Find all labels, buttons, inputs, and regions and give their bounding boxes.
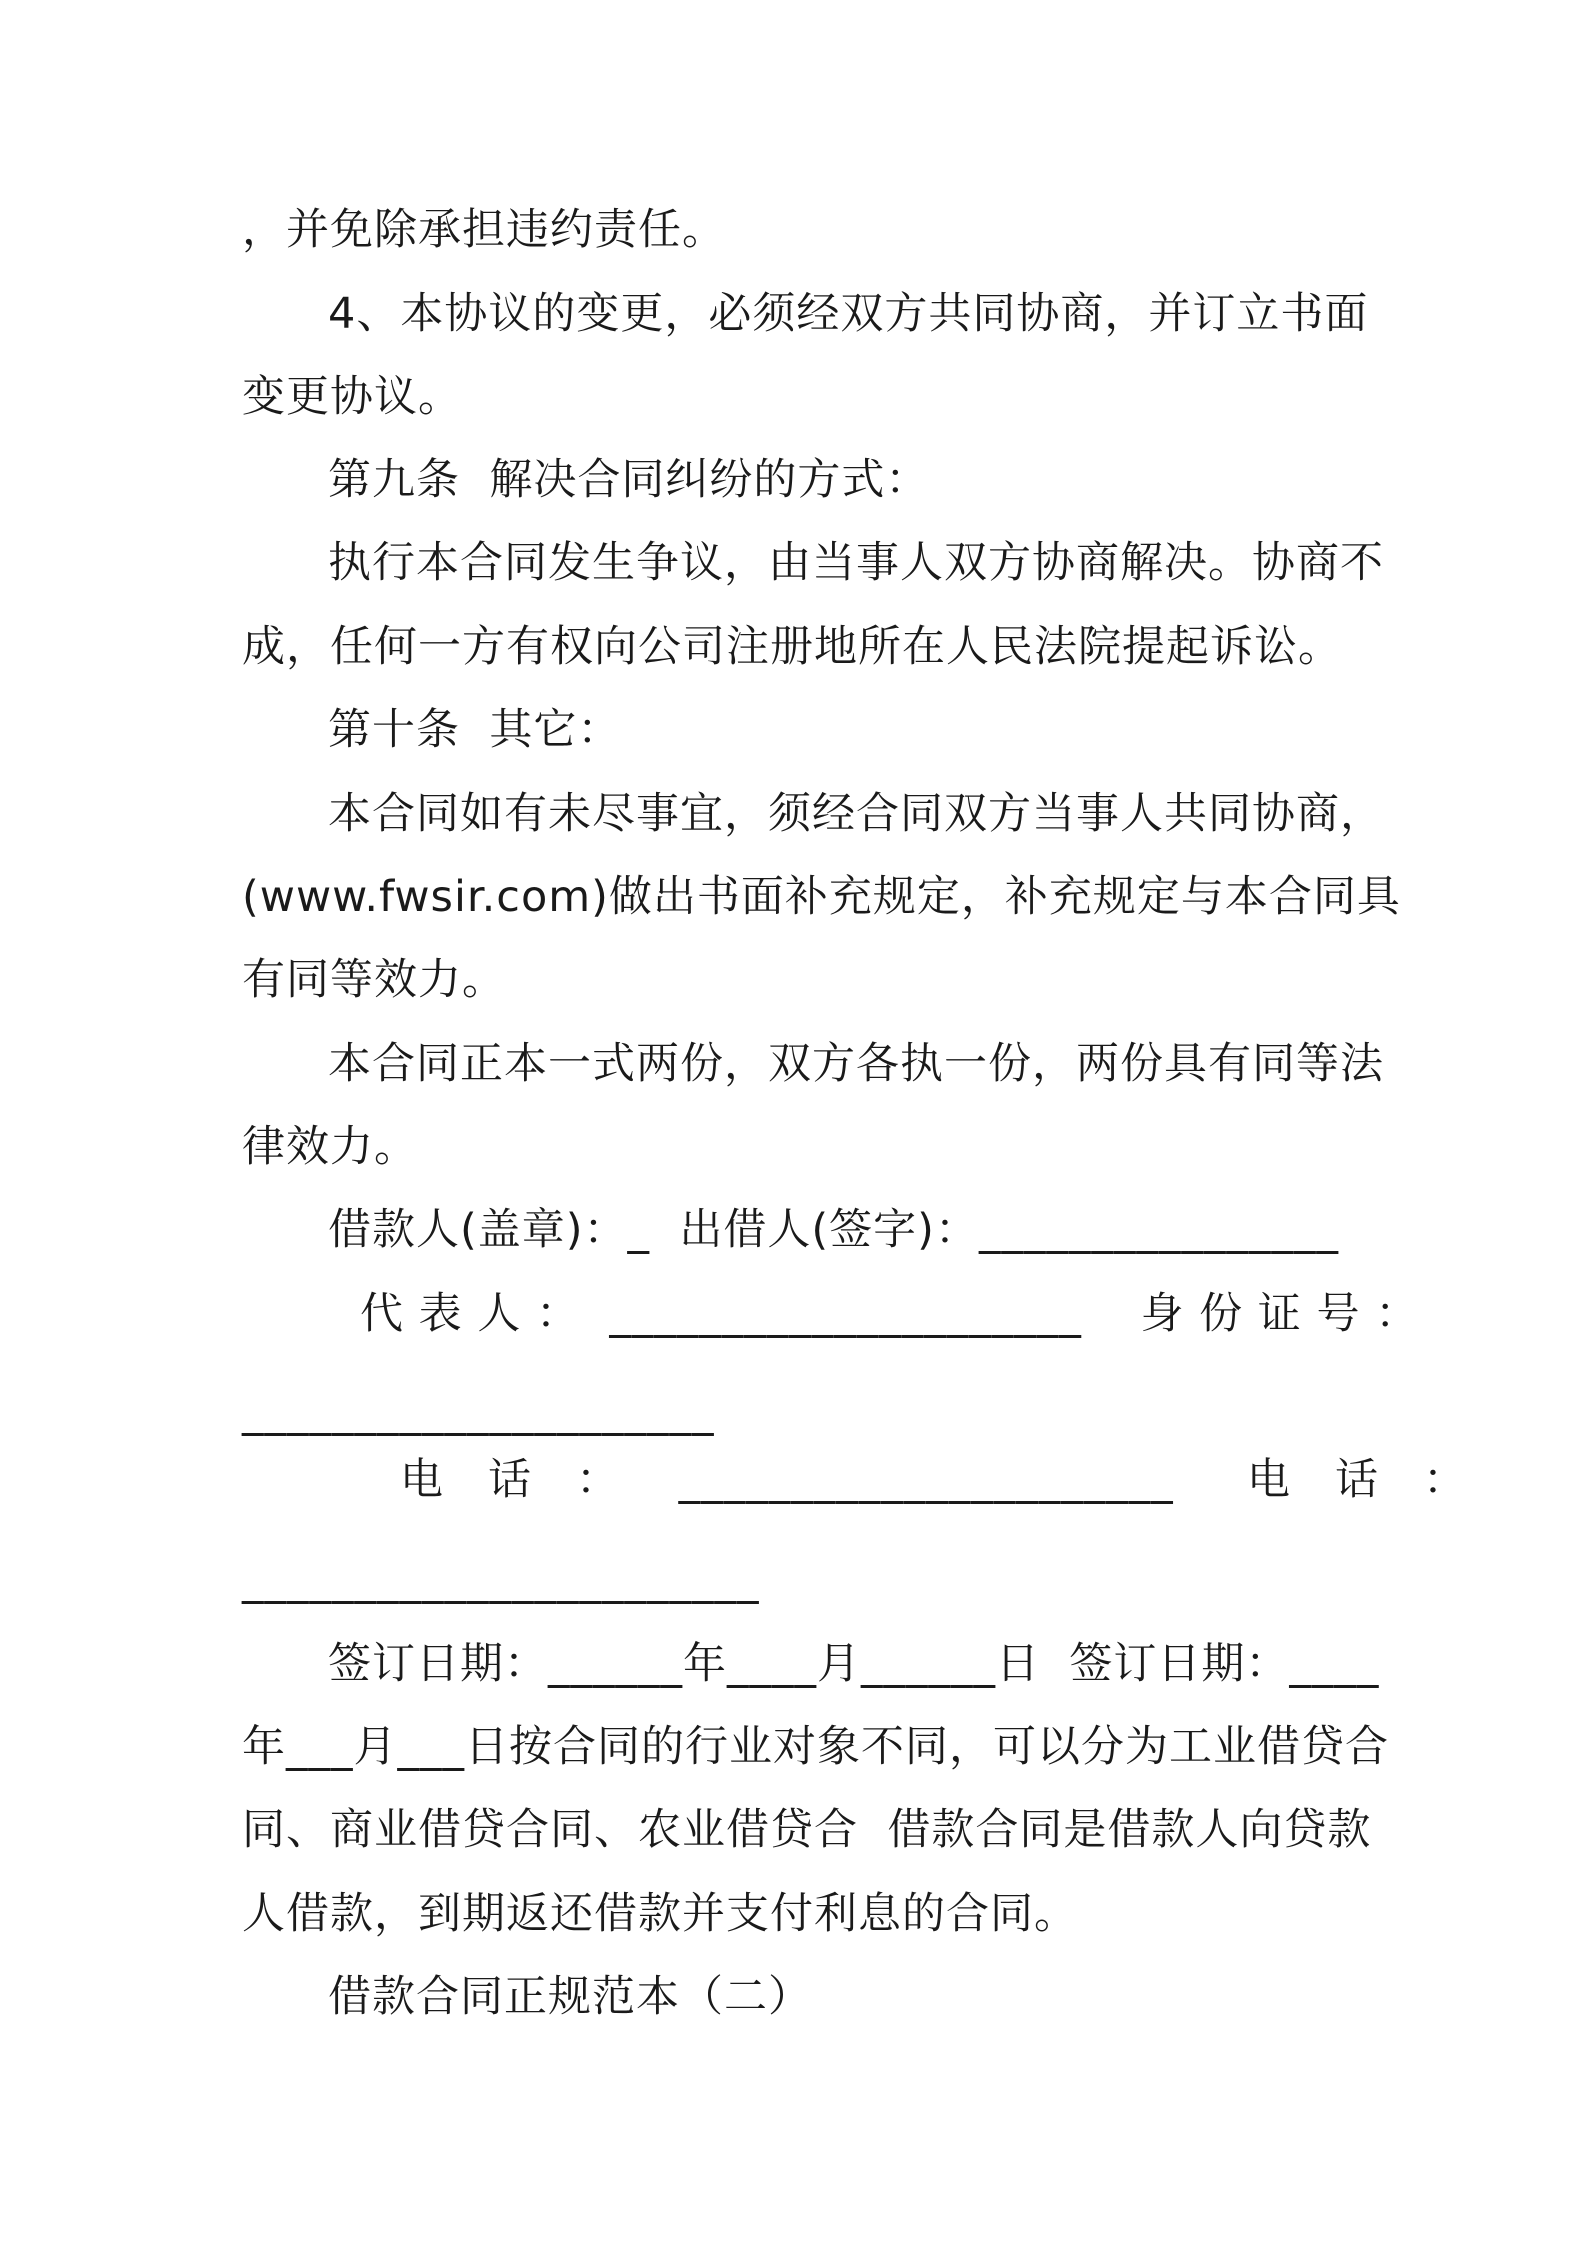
phone-line: 电 话 ： ______________________ 电 话 ： (400, 1455, 1468, 1505)
text-line: 本合同正本一式两份，双方各执一份，两份具有同等法 (328, 1039, 1384, 1089)
text-line: 变更协议。 (242, 372, 462, 422)
signature-blank: _______________________ (242, 1555, 760, 1605)
text-line: 本合同如有未尽事宜，须经合同双方当事人共同协商， (328, 789, 1384, 839)
date-line: 签订日期：______年____月______日 签订日期：____ (328, 1639, 1380, 1689)
text-line: ，并免除承担违约责任。 (242, 205, 726, 255)
section-title: 借款合同正规范本（二） (328, 1972, 812, 2022)
text-line: 4、本协议的变更，必须经双方共同协商，并订立书面 (328, 289, 1369, 339)
text-line: 年___月___日按合同的行业对象不同，可以分为工业借贷合 (242, 1722, 1389, 1772)
text-line: 人借款，到期返还借款并支付利息的合同。 (242, 1889, 1078, 1939)
text-line: (www.fwsir.com)做出书面补充规定，补充规定与本合同具 (242, 872, 1401, 922)
text-line: 律效力。 (242, 1122, 418, 1172)
text-line: 同、商业借贷合同、农业借贷合 借款合同是借款人向贷款 (242, 1805, 1372, 1855)
signature-line: 代 表 人 ： _____________________ 身 份 证 号 ： (360, 1289, 1420, 1339)
section-heading: 第十条 其它： (328, 705, 622, 755)
text-line: 成，任何一方有权向公司注册地所在人民法院提起诉讼。 (242, 622, 1342, 672)
text-line: 执行本合同发生争议，由当事人双方协商解决。协商不 (328, 538, 1384, 588)
section-heading: 第九条 解决合同纠纷的方式： (328, 455, 930, 505)
signature-blank: _____________________ (242, 1387, 715, 1437)
text-line: 有同等效力。 (242, 955, 506, 1005)
signature-line: 借款人(盖章)：_ 出借人(签字)：________________ (328, 1205, 1339, 1255)
